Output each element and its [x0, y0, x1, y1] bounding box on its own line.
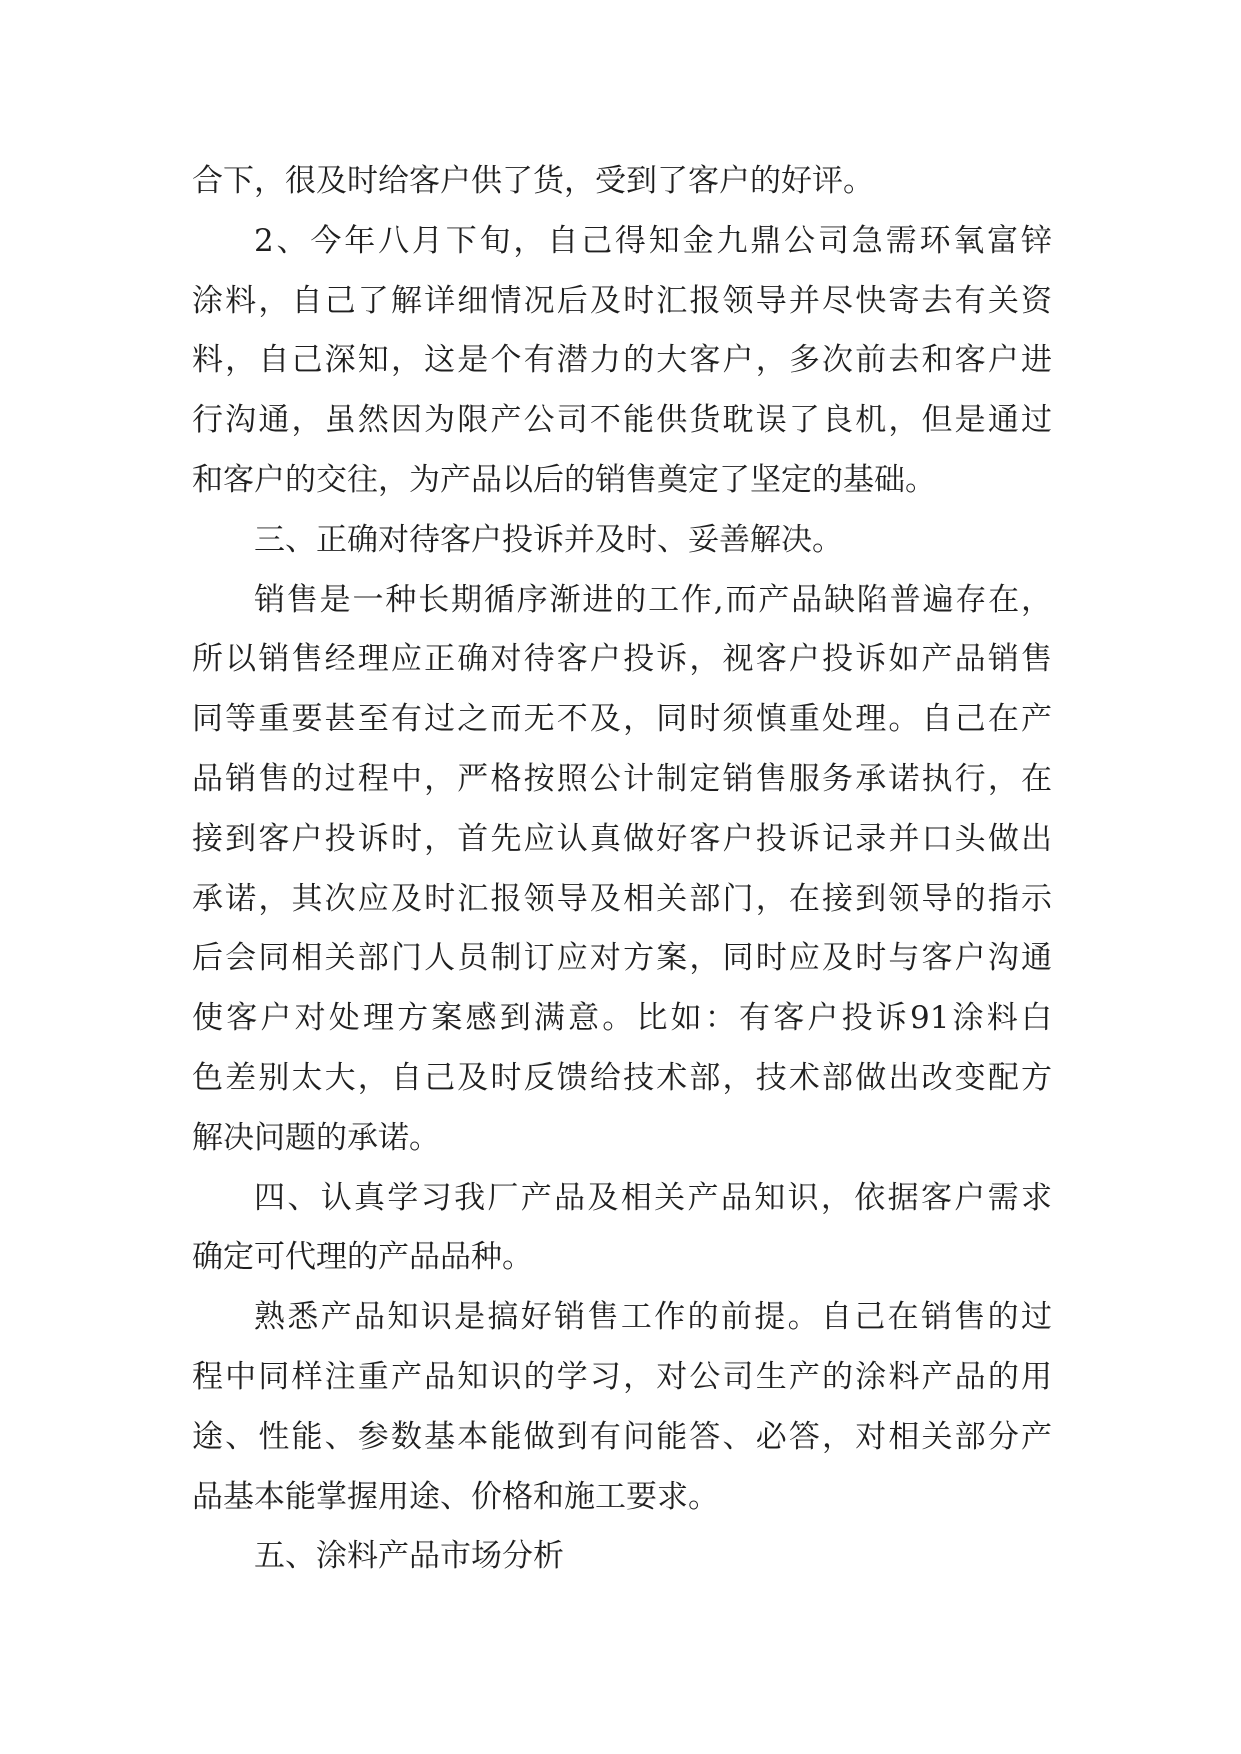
text-line: 确定可代理的产品品种。	[192, 1239, 533, 1276]
text-line: 品基本能掌握用途、价格和施工要求。	[192, 1478, 719, 1515]
text-line: 品销售的过程中，严格按照公计制定销售服务承诺执行，在	[192, 760, 1052, 797]
text-line: 行沟通，虽然因为限产公司不能供货耽误了良机，但是通过	[192, 402, 1052, 439]
text-line: 色差别太大，自己及时反馈给技术部，技术部做出改变配方	[192, 1059, 1052, 1096]
text-line: 同等重要甚至有过之而无不及，同时须慎重处理。自己在产	[192, 701, 1052, 738]
text-line: 2、今年八月下旬，自己得知金九鼎公司急需环氧富锌	[254, 222, 1052, 259]
text-line: 和客户的交往，为产品以后的销售奠定了坚定的基础。	[192, 461, 936, 498]
document-body	[192, 152, 1052, 1587]
text-line: 三、正确对待客户投诉并及时、妥善解决。	[254, 521, 843, 558]
text-line: 所以销售经理应正确对待客户投诉，视客户投诉如产品销售	[192, 641, 1052, 678]
text-line: 合下，很及时给客户供了货，受到了客户的好评。	[192, 163, 874, 199]
text-line: 解决问题的承诺。	[192, 1119, 440, 1156]
text-line: 程中同样注重产品知识的学习，对公司生产的涂料产品的用	[192, 1358, 1052, 1395]
text-line: 五、涂料产品市场分析	[254, 1538, 564, 1575]
text-line: 后会同相关部门人员制订应对方案，同时应及时与客户沟通	[192, 940, 1052, 977]
text-line: 途、性能、参数基本能做到有问能答、必答，对相关部分产	[192, 1418, 1052, 1455]
text-line: 涂料，自己了解详细情况后及时汇报领导并尽快寄去有关资	[192, 282, 1052, 319]
text-line: 接到客户投诉时，首先应认真做好客户投诉记录并口头做出	[192, 820, 1052, 857]
text-line: 料，自己深知，这是个有潜力的大客户，多次前去和客户进	[192, 342, 1052, 379]
text-line: 销售是一种长期循序渐进的工作,而产品缺陷普遍存在，	[254, 581, 1052, 618]
text-line: 熟悉产品知识是搞好销售工作的前提。自己在销售的过	[254, 1299, 1052, 1336]
text-line: 承诺，其次应及时汇报领导及相关部门，在接到领导的指示	[192, 880, 1052, 917]
text-line: 四、认真学习我厂产品及相关产品知识，依据客户需求	[254, 1179, 1052, 1216]
text-line: 使客户对处理方案感到满意。比如：有客户投诉91涂料白	[192, 1000, 1052, 1037]
